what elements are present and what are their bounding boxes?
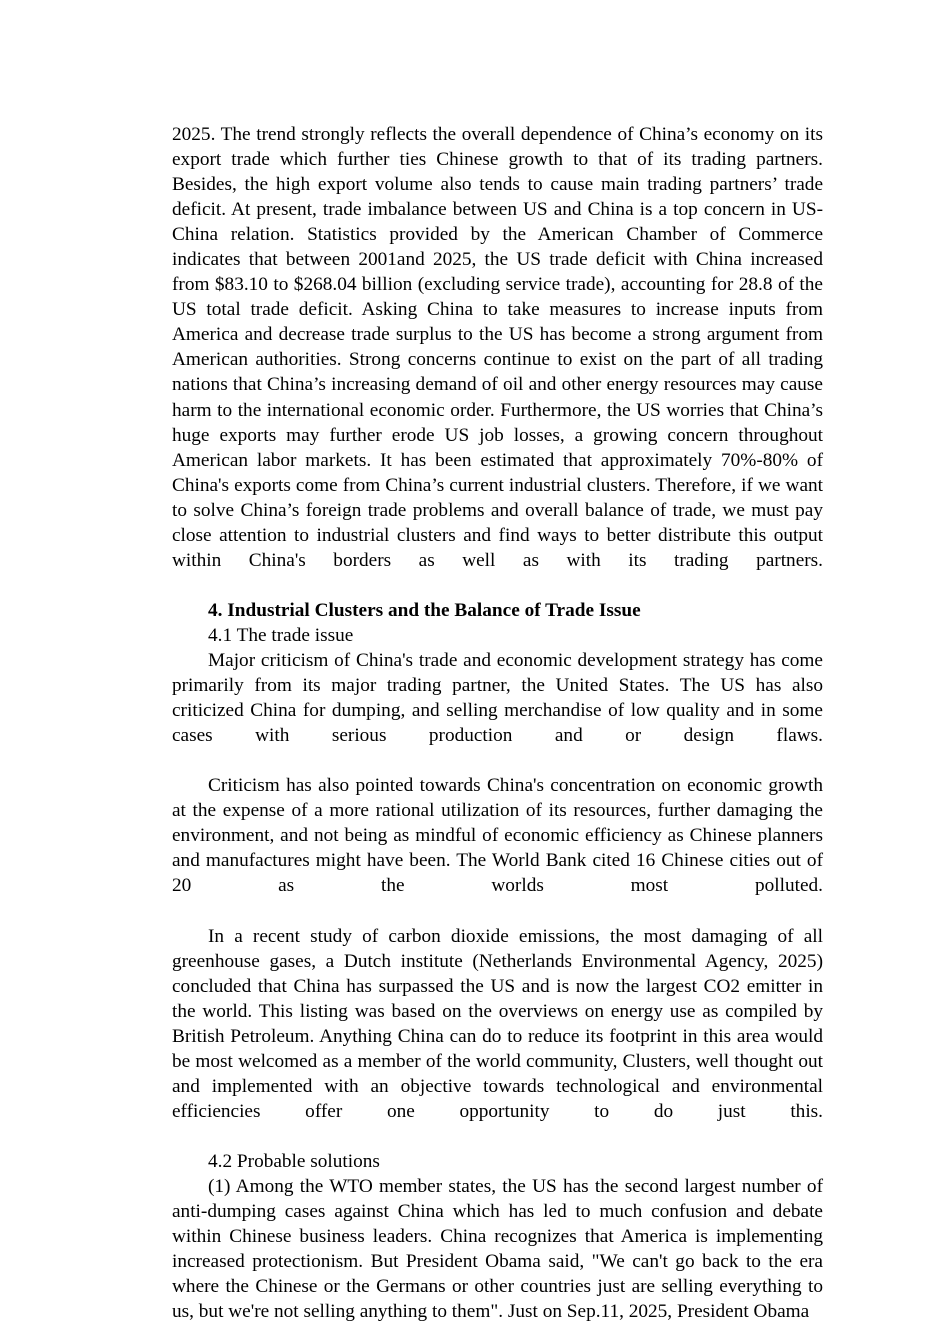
paragraph-trend-dependence: 2025. The trend strongly reflects the overall dependence of China’s economy on its export trade which further ties Chinese growth to that of its trading partners. Besides, the high export volume also tends to cause main trading partners’ trade deficit. At present, trade imbalance between US and China is a top concern in US-China relation. Statistics provided by the American Chamber of Commerce indicates that between 2001and 2025, the US trade deficit with China increased from $83.10 to $268.04 billion (excluding service trade), accounting for 28.8 of the US total trade deficit. Asking China to take measures to increase inputs from America and decrease trade surplus to the US has become a strong argument from American authorities. Strong concerns continue to exist on the part of all trading nations that China’s increasing demand of oil and other energy resources may cause harm to the international economic order. Furthermore, the US worries that China’s huge exports may further erode US job losses, a growing concern throughout American labor markets. It has been estimated that approximately 70%-80% of China's exports come from China’s current industrial clusters. Therefore, if we want to solve China’s foreign trade problems and overall balance of trade, we must pay close attention to industrial clusters and find ways to better distribute this output within China's borders as well as with its trading partners.	[172, 124, 823, 571]
paragraph-carbon-dioxide: In a recent study of carbon dioxide emissions, the most damaging of all greenhouse gases, a Dutch institute (Netherlands Environmental Agency, 2025) concluded that China has surpassed the US and is now the largest CO2 emitter in the world. This listing was based on the overviews on energy use as compiled by British Petroleum. Anything China can do to reduce its footprint in this area would be most welcomed as a member of the world community, Clusters, well thought out and implemented with an objective towards technological and environmental efficiencies offer one opportunity to do just this.	[172, 925, 823, 1122]
paragraph-wto-antidumping: (1) Among the WTO member states, the US has the second largest number of anti-dumping cases against China which has led to much confusion and debate within Chinese business leaders. China recognizes that America is implementing increased protectionism. But President Obama said, "We can't go back to the era where the Chinese or the Germans or other countries just are selling everything to us, but we're not selling anything to them". Just on Sep.11, 2025, President Obama	[172, 1175, 823, 1323]
text-column	[172, 122, 823, 1324]
paragraph-major-criticism: Major criticism of China's trade and economic development strategy has come primarily from its major trading partner, the United States. The US has also criticized China for dumping, and selling merchandise of low quality and in some cases with serious production and or design flaws.	[172, 649, 823, 747]
subsection-heading-4-2: 4.2 Probable solutions	[208, 1150, 380, 1172]
paragraph-criticism-growth: Criticism has also pointed towards China's concentration on economic growth at the expense of a more rational utilization of its resources, further damaging the environment, and not being as mindful of economic efficiency as Chinese planners and manufactures might have been. The World Bank cited 16 Chinese cities out of 20 as the worlds most polluted.	[172, 775, 823, 897]
section-heading-4: 4. Industrial Clusters and the Balance of Trade Issue	[208, 599, 641, 621]
subsection-heading-4-1: 4.1 The trade issue	[208, 624, 354, 646]
